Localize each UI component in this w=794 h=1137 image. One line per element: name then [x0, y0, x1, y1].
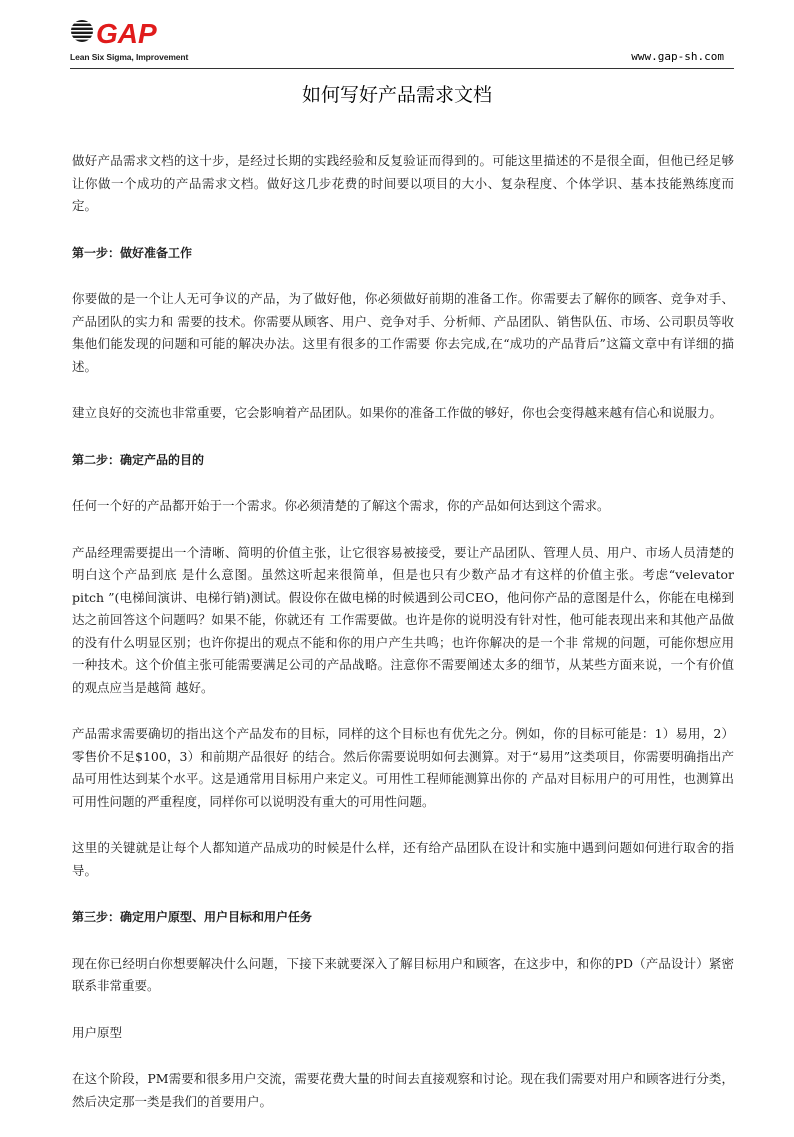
logo-tagline: Lean Six Sigma, Improvement [70, 52, 189, 62]
page-header [70, 16, 734, 69]
document-title: 如何写好产品需求文档 [301, 84, 492, 106]
body-paragraph: 你要做的是一个让人无可争议的产品，为了做好他，你必须做好前期的准备工作。你需要去了解你的顾客、竞争对手、产品团队的实力和 需要的技术。你需要从顾客、用户、竞争对手、分析师、产品团队、销售队伍、市场、公司职员等收集他们能发现的问题和可能的解决办法。这里有很多的工作需要 你去完成,在“成功的产品背后”这篇文章中有详细的描述。 [72, 291, 734, 374]
body-paragraph: 现在你已经明白你想要解决什么问题，下接下来就要深入了解目标用户和顾客，在这步中，和你的PD（产品设计）紧密联系非常重要。 [72, 955, 734, 993]
section-heading: 第三步：确定用户原型、用户目标和用户任务 [72, 910, 313, 924]
body-paragraph: 这里的关键就是让每个人都知道产品成功的时候是什么样，还有给产品团队在设计和实施中遇到问题如何进行取舍的指导。 [72, 840, 734, 878]
body-paragraph: 产品需求需要确切的指出这个产品发布的目标，同样的这个目标也有优先之分。例如，你的目标可能是：1）易用，2）零售价不足$100，3）和前期产品很好 的结合。然后你需要说明如何去测算。对于“易用”这类项目，你需要明确指出产品可用性达到某个水平。这是通常用目标用户来定义。可用性工程师能测算出你的 产品对目标用户的可用性，也测算出可用性问题的严重程度，同样你可以说明没有重大的可用性问题。 [72, 726, 734, 809]
body-paragraph: 在这个阶段，PM需要和很多用户交流，需要花费大量的时间去直接观察和讨论。现在我们需要对用户和顾客进行分类，然后决定那一类是我们的首要用户。 [72, 1071, 734, 1109]
body-paragraph: 任何一个好的产品都开始于一个需求。你必须清楚的了解这个需求，你的产品如何达到这个需求。 [72, 498, 610, 513]
section-heading: 第一步：做好准备工作 [72, 245, 193, 260]
body-paragraph: 建立良好的交流也非常重要，它会影响着产品团队。如果你的准备工作做的够好，你也会变得越来越有信心和说服力。 [72, 405, 723, 420]
section-heading: 第二步：确定产品的目的 [72, 452, 205, 467]
body-paragraph: 用户原型 [72, 1024, 123, 1040]
body-paragraph: 产品经理需要提出一个清晰、简明的价值主张，让它很容易被接受，要让产品团队、管理人员、用户、市场人员清楚的明白这个产品到底 是什么意图。虽然这听起来很简单，但是也只有少数产品才有这样的价值主张。考虑“velevator pitch ”(电梯间演讲、电梯行销)测试。假设你在做电梯的时候遇到公司CEO，他问你产品的意图是什么，你能在电梯到达之前回答这个问题吗？如果不能，你就还有 工作需要做。也许是你的说明没有针对性，他可能表现出来和其他产品做的没有什么明显区别；也许你提出的观点不能和你的用户产生共鸣；也许你解决的是一个非 常规的问题，可能你想应用一种技术。这个价值主张可能需要满足公司的产品战略。注意你不需要阐述太多的细节，从某些方面来说，一个有价值的观点应当是越简 越好。 [72, 544, 734, 695]
body-paragraph: 做好产品需求文档的这十步，是经过长期的实践经验和反复验证而得到的。可能这里描述的不是很全面，但他已经足够让你做一个成功的产品需求文档。做好这几步花费的时间要以项目的大小、复杂程度、个体学识、基本技能熟练度而定。 [72, 153, 734, 213]
company-logo [70, 16, 189, 64]
logo-wordmark: GAP [96, 18, 157, 49]
gap-logo-icon [70, 16, 180, 52]
document-body [72, 150, 734, 1137]
site-url-link[interactable]: www.gap-sh.com [631, 50, 724, 63]
